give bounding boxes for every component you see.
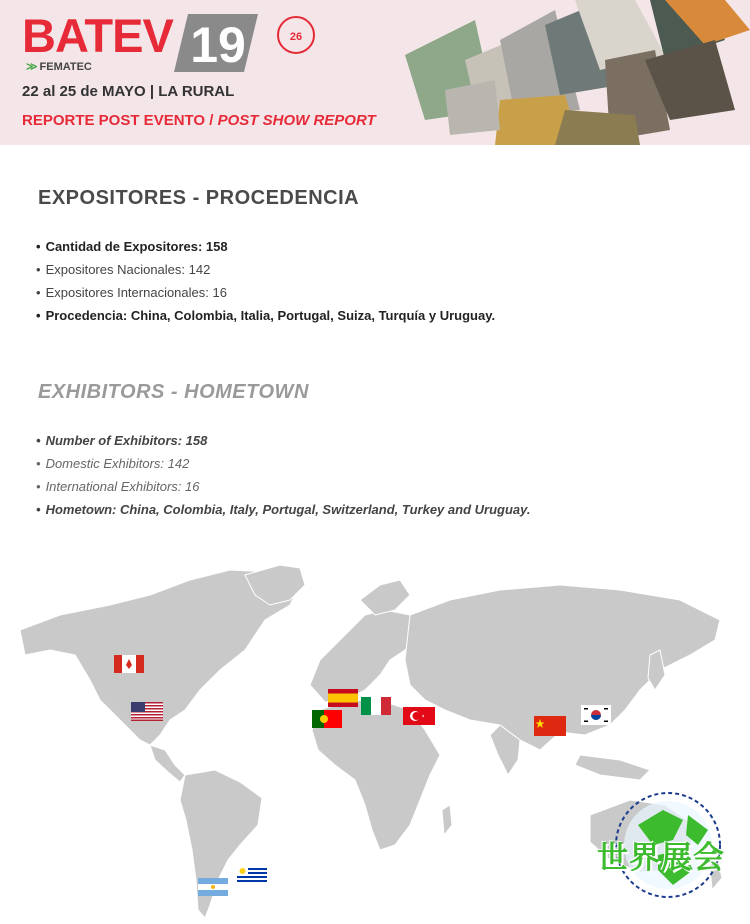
report-title-es: REPORTE POST EVENTO / [22,112,214,129]
spain-flag-icon [328,689,358,707]
se-asia-islands-landmass [575,755,650,780]
list-item: • Expositores Internacionales: 16 [36,281,495,304]
fematec-icon: ≫ [26,61,38,73]
report-title-en: POST SHOW REPORT [217,112,376,129]
list-item: • Cantidad de Expositores: 158 [36,235,495,258]
photo-collage [405,0,750,145]
section-title-es: EXPOSITORES - PROCEDENCIA [38,187,360,209]
list-item: • Number of Exhibitors: 158 [36,429,530,452]
list-item: • Expositores Nacionales: 142 [36,258,495,281]
list-item: • Hometown: China, Colombia, Italy, Portugal, Switzerland, Turkey and Uruguay. [36,498,530,521]
edition-logo [174,14,258,72]
edition-number: 19 [190,17,246,72]
report-title [22,112,376,129]
uruguay-flag-icon [237,866,267,884]
brand-logo: BATEV [22,9,173,62]
watermark-text: 世界展会 [597,840,725,875]
usa-flag-icon [131,702,163,721]
header-banner [0,0,750,145]
list-item: • Domestic Exhibitors: 142 [36,452,530,475]
argentina-flag-icon [198,878,228,896]
anniversary-badge: 26 [277,16,315,54]
scandinavia-landmass [360,580,410,615]
turkey-flag-icon [403,707,435,725]
europe-landmass [310,610,420,702]
portugal-flag-icon [312,710,342,728]
china-flag-icon [534,716,566,736]
exhibitors-list-en [36,429,530,521]
canada-flag-icon [114,655,144,673]
list-item: • Procedencia: China, Colombia, Italia, Portugal, Suiza, Turquía y Uruguay. [36,304,495,327]
exhibitors-list-es [36,235,495,327]
sub-brand-label: FEMATEC [39,61,92,73]
event-dates: 22 al 25 de MAYO | LA RURAL [22,83,235,100]
korea-flag-icon [581,705,611,725]
sub-brand [26,60,92,73]
list-item: • International Exhibitors: 16 [36,475,530,498]
madagascar-landmass [442,805,452,835]
central-america-landmass [150,745,185,782]
italy-flag-icon [361,697,391,715]
section-title-en: EXHIBITORS - HOMETOWN [38,381,309,403]
